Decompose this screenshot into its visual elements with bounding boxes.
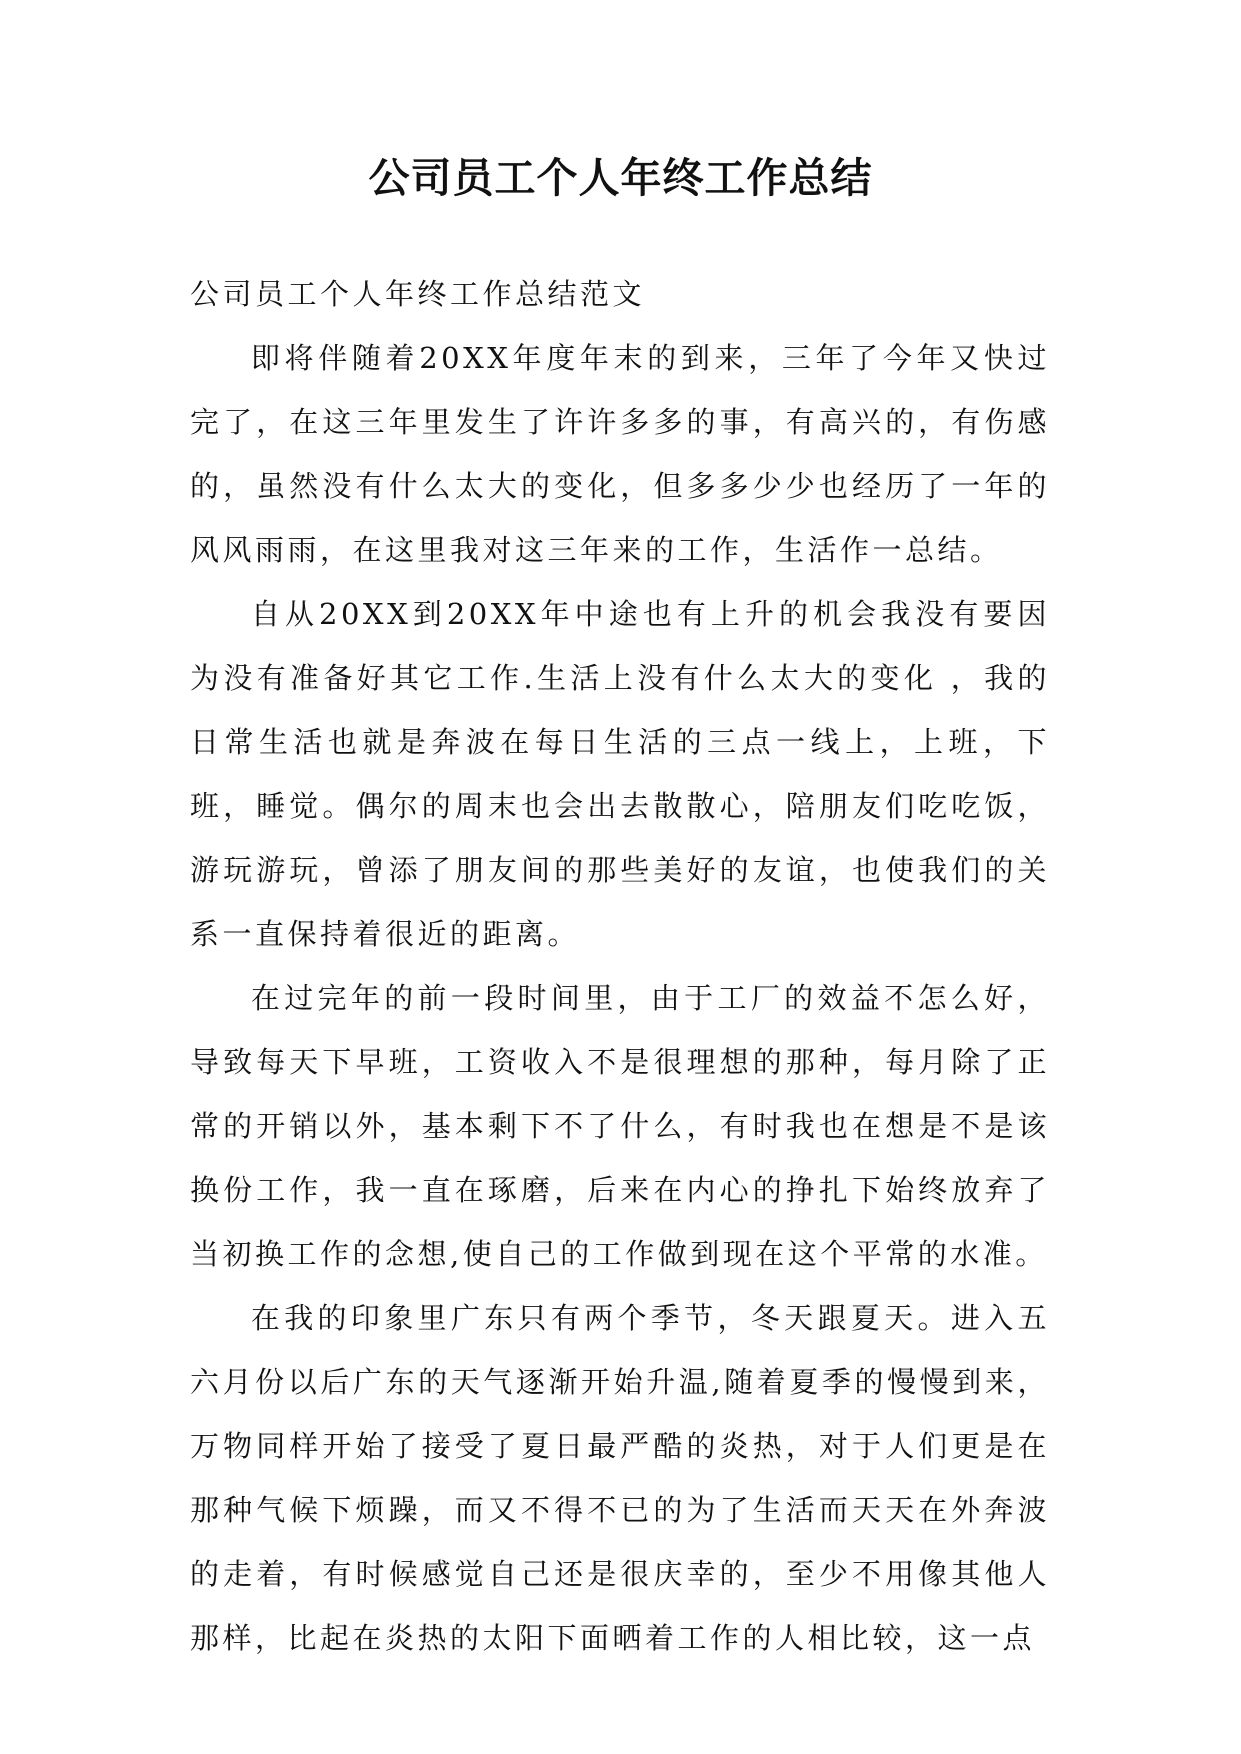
document-title: 公司员工个人年终工作总结 — [368, 154, 873, 202]
paragraph-2: 自从20XX到20XX年中途也有上升的机会我没有要因为没有准备好其它工作.生活上没有什么太大的变化 ，我的日常生活也就是奔波在每日生活的三点一线上，上班，下班，睡觉。偶尔的周末也会出去散散心，陪朋友们吃吃饭，游玩游玩，曾添了朋友间的那些美好的友谊，也使我们的关系一直保持着很近的距离。 — [190, 597, 1050, 951]
document-body — [190, 262, 1050, 1670]
paragraph-4: 在我的印象里广东只有两个季节，冬天跟夏天。进入五六月份以后广东的天气逐渐开始升温,随着夏季的慢慢到来，万物同样开始了接受了夏日最严酷的炎热，对于人们更是在那种气候下烦躁，而又不得不已的为了生活而天天在外奔波的走着，有时候感觉自己还是很庆幸的，至少不用像其他人那样，比起在炎热的太阳下面晒着工作的人相比较，这一点 — [190, 1301, 1050, 1655]
paragraph-1: 即将伴随着20XX年度年末的到来，三年了今年又快过完了，在这三年里发生了许许多多的事，有高兴的，有伤感的，虽然没有什么太大的变化，但多多少少也经历了一年的风风雨雨，在这里我对这三年来的工作，生活作一总结。 — [190, 341, 1050, 567]
document-subtitle: 公司员工个人年终工作总结范文 — [190, 277, 646, 311]
paragraph-3: 在过完年的前一段时间里，由于工厂的效益不怎么好，导致每天下早班，工资收入不是很理想的那种，每月除了正常的开销以外，基本剩下不了什么，有时我也在想是不是该换份工作，我一直在琢磨，后来在内心的挣扎下始终放弃了当初换工作的念想,使自己的工作做到现在这个平常的水准。 — [190, 981, 1050, 1271]
